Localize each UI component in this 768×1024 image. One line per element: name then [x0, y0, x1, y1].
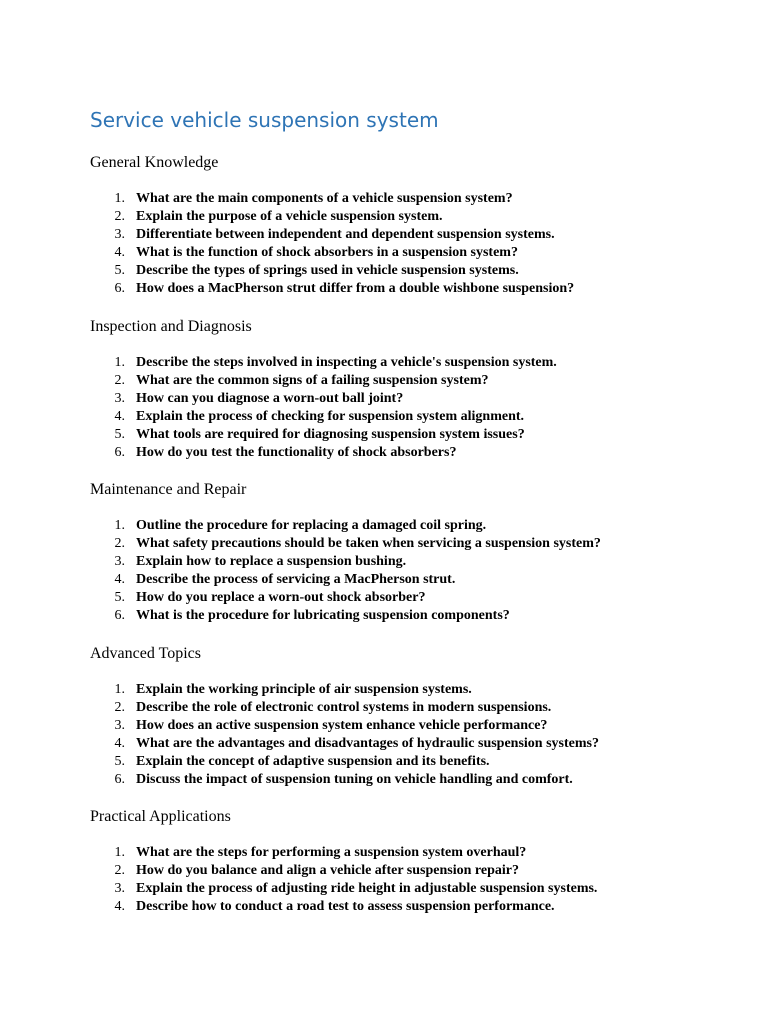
question-number: 2. — [114, 700, 125, 716]
question-item — [90, 717, 710, 735]
question-item — [90, 771, 710, 789]
question-number: 1. — [114, 355, 125, 370]
question-text: Describe how to conduct a road test to assess suspension performance. — [136, 899, 555, 915]
section-heading: Maintenance and Repair — [90, 481, 247, 498]
question-item — [90, 535, 710, 553]
question-text: Describe the types of springs used in vehicle suspension systems. — [136, 263, 519, 279]
question-text: Explain the concept of adaptive suspension and its benefits. — [136, 754, 490, 770]
question-item — [90, 426, 710, 444]
question-text: Explain the process of checking for suspension system alignment. — [136, 409, 525, 425]
question-item — [90, 589, 710, 607]
question-text: What are the common signs of a failing suspension system? — [136, 373, 489, 389]
question-text: Explain how to replace a suspension bushing. — [136, 554, 407, 570]
question-item — [90, 553, 710, 571]
question-list — [90, 190, 710, 299]
question-number: 3. — [114, 718, 125, 734]
question-text: How do you test the functionality of shock absorbers? — [136, 445, 457, 461]
question-item — [90, 226, 710, 244]
question-item — [90, 244, 710, 262]
question-text: How do you balance and align a vehicle after suspension repair? — [136, 863, 519, 879]
question-number: 5. — [114, 427, 125, 443]
question-item — [90, 390, 710, 408]
question-number: 1. — [114, 518, 125, 533]
section-heading: Advanced Topics — [90, 645, 201, 662]
question-item — [90, 880, 710, 898]
question-number: 5. — [114, 590, 125, 606]
question-item — [90, 571, 710, 589]
question-text: Discuss the impact of suspension tuning on vehicle handling and comfort. — [136, 772, 573, 788]
question-number: 1. — [114, 191, 125, 206]
section-heading: Inspection and Diagnosis — [90, 318, 252, 335]
question-text: What are the advantages and disadvantages of hydraulic suspension systems? — [136, 736, 599, 752]
question-number: 6. — [114, 608, 125, 624]
question-item — [90, 280, 710, 298]
question-number: 3. — [114, 227, 125, 243]
question-text: Differentiate between independent and dependent suspension systems. — [136, 227, 555, 243]
question-number: 4. — [114, 409, 125, 425]
question-item — [90, 699, 710, 717]
question-number: 3. — [114, 554, 125, 570]
question-number: 5. — [114, 754, 125, 770]
question-item — [90, 862, 710, 880]
question-text: What safety precautions should be taken when servicing a suspension system? — [136, 536, 601, 552]
question-item — [90, 735, 710, 753]
question-number: 5. — [114, 263, 125, 279]
question-number: 4. — [114, 245, 125, 261]
question-number: 2. — [114, 373, 125, 389]
question-text: How can you diagnose a worn-out ball joint? — [136, 391, 404, 407]
question-text: What are the main components of a vehicle suspension system? — [136, 191, 513, 206]
question-item — [90, 372, 710, 390]
question-number: 6. — [114, 445, 125, 461]
section-practical-applications — [90, 807, 710, 916]
question-text: Describe the process of servicing a MacPherson strut. — [136, 572, 456, 588]
question-list — [90, 517, 710, 626]
question-text: How does an active suspension system enhance vehicle performance? — [136, 718, 548, 734]
question-number: 1. — [114, 682, 125, 697]
question-number: 2. — [114, 536, 125, 552]
question-item — [90, 753, 710, 771]
question-item — [90, 208, 710, 226]
section-general-knowledge — [90, 153, 710, 299]
question-number: 6. — [114, 772, 125, 788]
question-number: 3. — [114, 881, 125, 897]
question-item — [90, 607, 710, 625]
question-item — [90, 408, 710, 426]
question-item — [90, 190, 710, 208]
question-text: What tools are required for diagnosing suspension system issues? — [136, 427, 525, 443]
question-item — [90, 262, 710, 280]
question-list — [90, 681, 710, 790]
question-number: 4. — [114, 736, 125, 752]
question-text: What is the function of shock absorbers in a suspension system? — [136, 245, 518, 261]
question-text: Explain the working principle of air suspension systems. — [136, 682, 472, 697]
question-list — [90, 354, 710, 463]
section-heading: Practical Applications — [90, 808, 231, 825]
question-text: Describe the steps involved in inspecting a vehicle's suspension system. — [136, 355, 557, 370]
question-number: 2. — [114, 209, 125, 225]
question-text: Explain the process of adjusting ride height in adjustable suspension systems. — [136, 881, 598, 897]
question-text: What are the steps for performing a suspension system overhaul? — [136, 845, 527, 860]
question-number: 4. — [114, 572, 125, 588]
question-number: 1. — [114, 845, 125, 860]
question-number: 4. — [114, 899, 125, 915]
section-advanced-topics — [90, 644, 710, 790]
question-text: How do you replace a worn-out shock absorber? — [136, 590, 426, 606]
question-list — [90, 844, 710, 916]
question-text: What is the procedure for lubricating suspension components? — [136, 608, 510, 624]
question-item — [90, 444, 710, 462]
question-text: How does a MacPherson strut differ from a double wishbone suspension? — [136, 281, 575, 297]
section-inspection-and-diagnosis — [90, 317, 710, 463]
section-maintenance-and-repair — [90, 480, 710, 626]
section-heading: General Knowledge — [90, 154, 219, 171]
question-number: 3. — [114, 391, 125, 407]
question-item — [90, 681, 710, 699]
question-item — [90, 898, 710, 916]
question-number: 2. — [114, 863, 125, 879]
question-text: Outline the procedure for replacing a damaged coil spring. — [136, 518, 487, 533]
document-title: Service vehicle suspension system — [90, 108, 439, 132]
question-text: Describe the role of electronic control systems in modern suspensions. — [136, 700, 552, 716]
question-number: 6. — [114, 281, 125, 297]
question-item — [90, 844, 710, 862]
question-item — [90, 354, 710, 372]
question-text: Explain the purpose of a vehicle suspension system. — [136, 209, 443, 225]
question-item — [90, 517, 710, 535]
